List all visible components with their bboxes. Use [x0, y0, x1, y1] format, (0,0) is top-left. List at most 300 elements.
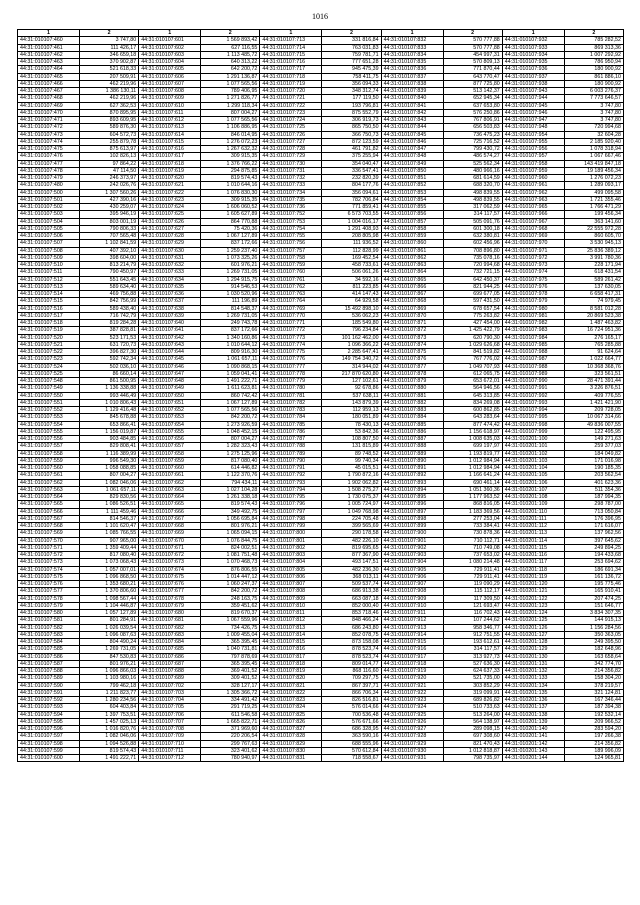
cadastral-value-cell: 498 839,55 — [443, 189, 502, 196]
cadastral-value-cell: 108 807,50 — [322, 436, 381, 443]
cadastral-number-cell: 44:31:010201:120 — [502, 581, 564, 588]
cadastral-number-cell: 44:31:010107:769 — [260, 305, 322, 312]
cadastral-value-cell: 323 401,62 — [201, 747, 260, 754]
cadastral-number-cell: 44:31:010107:617 — [139, 153, 201, 160]
cadastral-value-cell: 1 008 635,03 — [443, 436, 502, 443]
cadastral-number-cell: 44:31:010107:803 — [260, 552, 322, 559]
cadastral-number-cell: 44:31:010107:672 — [139, 552, 201, 559]
cadastral-number-cell: 44:31:010107:898 — [381, 515, 443, 522]
cadastral-value-cell: 809 916,30 — [201, 349, 260, 356]
cadastral-number-cell: 44:31:010107:794 — [260, 486, 322, 493]
cadastral-value-cell: 527 636,30 — [443, 660, 502, 667]
cadastral-value-cell: 1 386 130,11 — [80, 88, 139, 95]
cadastral-number-cell: 44:31:010107:909 — [381, 595, 443, 602]
cadastral-number-cell: 44:31:010107:924 — [381, 704, 443, 711]
cadastral-number-cell: 44:31:010107:827 — [260, 726, 322, 733]
cadastral-value-cell: 1 073 068,43 — [80, 559, 139, 566]
cadastral-number-cell: 44:31:010201:103 — [502, 457, 564, 464]
cadastral-value-cell: 771 870,44 — [443, 66, 502, 73]
cadastral-value-cell: 809 014,77 — [322, 660, 381, 667]
cadastral-value-cell: 1 106 886,95 — [201, 124, 260, 131]
cadastral-value-cell: 513 264,00 — [443, 711, 502, 718]
table-row — [18, 544, 624, 551]
cadastral-value-cell: 653 866,41 — [80, 421, 139, 428]
cadastral-value-cell: 710 749,08 — [443, 544, 502, 551]
cadastral-number-cell: 44:31:010107:966 — [502, 211, 564, 218]
cadastral-number-cell: 44:31:010107:683 — [139, 631, 201, 638]
cadastral-number-cell: 44:31:010107:703 — [139, 689, 201, 696]
cadastral-number-cell: 44:31:010107:785 — [260, 421, 322, 428]
cadastral-value-cell: 821 470,43 — [443, 740, 502, 747]
cadastral-number-cell: 44:31:010107:799 — [260, 523, 322, 530]
table-row — [18, 385, 624, 392]
table-row — [18, 494, 624, 501]
cadastral-number-cell: 44:31:010107:830 — [260, 747, 322, 754]
cadastral-value-cell: 1 014 447,12 — [201, 573, 260, 580]
cadastral-number-cell: 44:31:010107:511 — [18, 269, 80, 276]
cadastral-number-cell: 44:31:010107:462 — [18, 51, 80, 58]
cadastral-number-cell: 44:31:010107:732 — [260, 175, 322, 182]
cadastral-number-cell: 44:31:010107:847 — [381, 146, 443, 153]
cadastral-number-cell: 44:31:010107:590 — [18, 682, 80, 689]
cadastral-value-cell: 903 484,85 — [80, 436, 139, 443]
cadastral-number-cell: 44:31:010107:932 — [502, 37, 564, 44]
cadastral-number-cell: 44:31:010107:622 — [139, 189, 201, 196]
cadastral-value-cell: 151 646,77 — [564, 602, 623, 609]
cadastral-number-cell: 44:31:010107:889 — [381, 450, 443, 457]
cadastral-value-cell: 1 067 667,46 — [564, 153, 623, 160]
cadastral-number-cell: 44:31:010107:618 — [139, 160, 201, 167]
cadastral-value-cell: 510 733,63 — [443, 704, 502, 711]
cadastral-value-cell: 912 751,55 — [443, 631, 502, 638]
cadastral-value-cell: 1 376 766,22 — [201, 160, 260, 167]
cadastral-value-cell: 1 569 893,42 — [201, 37, 260, 44]
cadastral-number-cell: 44:31:010107:967 — [502, 218, 564, 225]
cadastral-value-cell: 1 370 806,60 — [80, 588, 139, 595]
column-header-cadastral-number: 1 — [260, 30, 322, 37]
cadastral-value-cell: 92 678,86 — [322, 385, 381, 392]
cadastral-value-cell: 604 403,84 — [80, 704, 139, 711]
cadastral-value-cell: 713 050,84 — [564, 508, 623, 515]
cadastral-value-cell: 878 523,74 — [322, 653, 381, 660]
cadastral-value-cell: 804 490,24 — [80, 639, 139, 646]
table-row — [18, 443, 624, 450]
cadastral-value-cell: 589 876,30 — [80, 124, 139, 131]
table-row — [18, 581, 624, 588]
cadastral-value-cell: 1 425 422,79 — [443, 327, 502, 334]
cadastral-number-cell: 44:31:010107:550 — [18, 392, 80, 399]
cadastral-value-cell: 1 606 060,52 — [201, 204, 260, 211]
cadastral-number-cell: 44:31:010107:641 — [139, 327, 201, 334]
cadastral-value-cell: 864 770,88 — [201, 218, 260, 225]
cadastral-number-cell: 44:31:010107:500 — [18, 189, 80, 196]
cadastral-value-cell: 336 547,41 — [322, 167, 381, 174]
cadastral-value-cell: 462 219,96 — [80, 95, 139, 102]
cadastral-value-cell: 801 976,21 — [201, 523, 260, 530]
cadastral-number-cell: 44:31:010107:807 — [260, 581, 322, 588]
cadastral-value-cell: 777 651,28 — [322, 59, 381, 66]
cadastral-value-cell: 482 226,10 — [322, 537, 381, 544]
cadastral-value-cell: 462 219,96 — [80, 80, 139, 87]
cadastral-number-cell: 44:31:010107:686 — [139, 653, 201, 660]
cadastral-number-cell: 44:31:010107:773 — [260, 334, 322, 341]
cadastral-number-cell: 44:31:010107:813 — [260, 624, 322, 631]
cadastral-number-cell: 44:31:010107:629 — [139, 240, 201, 247]
cadastral-number-cell: 44:31:010107:842 — [381, 109, 443, 116]
cadastral-number-cell: 44:31:010201:105 — [502, 472, 564, 479]
cadastral-number-cell: 44:31:010107:806 — [260, 573, 322, 580]
cadastral-number-cell: 44:31:010201:108 — [502, 494, 564, 501]
cadastral-number-cell: 44:31:010107:513 — [18, 283, 80, 290]
cadastral-number-cell: 44:31:010107:880 — [381, 385, 443, 392]
cadastral-value-cell: 632 380,81 — [443, 233, 502, 240]
cadastral-value-cell: 209 728,05 — [564, 407, 623, 414]
cadastral-value-cell: 1 116 389,99 — [80, 450, 139, 457]
cadastral-value-cell: 298 787,00 — [564, 501, 623, 508]
cadastral-value-cell: 193 612,61 — [443, 639, 502, 646]
cadastral-number-cell: 44:31:010107:904 — [381, 559, 443, 566]
cadastral-number-cell: 44:31:010107:662 — [139, 479, 201, 486]
cadastral-value-cell: 149 271,63 — [564, 436, 623, 443]
cadastral-number-cell: 44:31:010107:878 — [381, 370, 443, 377]
cadastral-value-cell: 321 124,81 — [564, 689, 623, 696]
cadastral-value-cell: 86 660,14 — [80, 370, 139, 377]
table-row — [18, 515, 624, 522]
cadastral-value-cell: 401 623,36 — [564, 479, 623, 486]
cadastral-value-cell: 645 313,85 — [443, 392, 502, 399]
cadastral-number-cell: 44:31:010107:891 — [381, 465, 443, 472]
cadastral-value-cell: 716 742,79 — [80, 312, 139, 319]
cadastral-value-cell: 796 234,84 — [322, 327, 381, 334]
cadastral-number-cell: 44:31:010201:112 — [502, 523, 564, 530]
cadastral-value-cell: 1 060 247,37 — [201, 581, 260, 588]
cadastral-number-cell: 44:31:010107:642 — [139, 334, 201, 341]
cadastral-value-cell: 1 421 421,90 — [564, 399, 623, 406]
column-header-value: 2 — [80, 30, 139, 37]
cadastral-value-cell: 564 946,56 — [443, 385, 502, 392]
cadastral-value-cell: 643 770,47 — [443, 73, 502, 80]
cadastral-value-cell: 74 979,45 — [564, 298, 623, 305]
cadastral-value-cell: 813 214,79 — [80, 262, 139, 269]
cadastral-number-cell: 44:31:010107:684 — [139, 639, 201, 646]
cadastral-value-cell: 725 716,52 — [443, 138, 502, 145]
table-row — [18, 327, 624, 334]
cadastral-value-cell: 78 430,13 — [322, 421, 381, 428]
cadastral-value-cell: 112 959,13 — [322, 407, 381, 414]
cadastral-number-cell: 44:31:010107:925 — [381, 711, 443, 718]
cadastral-number-cell: 44:31:010107:510 — [18, 262, 80, 269]
cadastral-number-cell: 44:31:010107:522 — [18, 349, 80, 356]
cadastral-value-cell: 194 433,68 — [564, 552, 623, 559]
cadastral-number-cell: 44:31:010107:469 — [18, 102, 80, 109]
cadastral-value-cell: 116 702,43 — [443, 610, 502, 617]
cadastral-value-cell: 853 718,46 — [322, 610, 381, 617]
cadastral-number-cell: 44:31:010107:605 — [139, 66, 201, 73]
cadastral-number-cell: 44:31:010107:976 — [502, 283, 564, 290]
cadastral-value-cell: 203 562,54 — [564, 472, 623, 479]
cadastral-number-cell: 44:31:010107:910 — [381, 602, 443, 609]
cadastral-value-cell: 186 691,34 — [564, 566, 623, 573]
cadastral-value-cell: 570 809,13 — [443, 59, 502, 66]
cadastral-number-cell: 44:31:010107:514 — [18, 291, 80, 298]
cadastral-number-cell: 44:31:010107:515 — [18, 298, 80, 305]
cadastral-value-cell: 3 226 876,51 — [564, 385, 623, 392]
cadastral-number-cell: 44:31:010107:874 — [381, 341, 443, 348]
cadastral-value-cell: 735 078,16 — [443, 254, 502, 261]
cadastral-number-cell: 44:31:010107:731 — [260, 167, 322, 174]
cadastral-value-cell: 398 604,00 — [80, 254, 139, 261]
cadastral-value-cell: 220 206,54 — [201, 733, 260, 740]
cadastral-value-cell: 180 900,92 — [564, 66, 623, 73]
cadastral-number-cell: 44:31:010107:863 — [381, 262, 443, 269]
cadastral-number-cell: 44:31:010107:895 — [381, 494, 443, 501]
column-header-value: 2 — [564, 30, 623, 37]
cadastral-value-cell: 819 574,43 — [201, 175, 260, 182]
cadastral-value-cell: 868 116,60 — [322, 668, 381, 675]
cadastral-value-cell: 502 036,10 — [80, 363, 139, 370]
cadastral-value-cell: 686 913,38 — [322, 588, 381, 595]
cadastral-number-cell: 44:31:010201:132 — [502, 668, 564, 675]
cadastral-number-cell: 44:31:010107:825 — [260, 711, 322, 718]
cadastral-number-cell: 44:31:010107:811 — [260, 610, 322, 617]
cadastral-number-cell: 44:31:010107:819 — [260, 668, 322, 675]
cadastral-value-cell: 914 546,53 — [201, 283, 260, 290]
cadastral-value-cell: 564 138,97 — [443, 718, 502, 725]
table-row — [18, 153, 624, 160]
cadastral-value-cell: 309 401,52 — [201, 675, 260, 682]
cadastral-number-cell: 44:31:010107:718 — [260, 73, 322, 80]
cadastral-value-cell: 1 183 369,56 — [443, 508, 502, 515]
cadastral-number-cell: 44:31:010201:135 — [502, 689, 564, 696]
column-header-cadastral-number: 1 — [18, 30, 80, 37]
cadastral-number-cell: 44:31:010107:521 — [18, 341, 80, 348]
cadastral-number-cell: 44:31:010107:774 — [260, 341, 322, 348]
cadastral-value-cell: 1 101 620,47 — [80, 523, 139, 530]
cadastral-number-cell: 44:31:010107:589 — [18, 675, 80, 682]
cadastral-value-cell: 860 605,70 — [564, 233, 623, 240]
cadastral-number-cell: 44:31:010107:651 — [139, 399, 201, 406]
cadastral-number-cell: 44:31:010107:945 — [502, 102, 564, 109]
cadastral-number-cell: 44:31:010107:503 — [18, 211, 80, 218]
cadastral-value-cell: 1 156 284,56 — [564, 624, 623, 631]
cadastral-value-cell: 89 748,52 — [322, 450, 381, 457]
cadastral-value-cell: 1 076 844,75 — [201, 537, 260, 544]
cadastral-number-cell: 44:31:010107:783 — [260, 407, 322, 414]
cadastral-number-cell: 44:31:010107:758 — [260, 254, 322, 261]
cadastral-value-cell: 1 111 459,46 — [80, 508, 139, 515]
cadastral-value-cell: 19 189 456,34 — [564, 167, 623, 174]
cadastral-number-cell: 44:31:010107:757 — [260, 247, 322, 254]
cadastral-value-cell: 253 694,62 — [564, 559, 623, 566]
table-row — [18, 668, 624, 675]
cadastral-number-cell: 44:31:010107:722 — [260, 102, 322, 109]
cadastral-value-cell: 789 406,95 — [201, 88, 260, 95]
cadastral-value-cell: 309 915,35 — [201, 196, 260, 203]
table-row — [18, 51, 624, 58]
cadastral-value-cell: 1 012 984,94 — [443, 457, 502, 464]
cadastral-number-cell: 44:31:010107:876 — [381, 356, 443, 363]
cadastral-value-cell: 729 911,41 — [443, 573, 502, 580]
cadastral-value-cell: 20 869 523,38 — [564, 312, 623, 319]
cadastral-value-cell: 597 431,50 — [443, 298, 502, 305]
cadastral-value-table — [17, 29, 624, 762]
cadastral-number-cell: 44:31:010107:599 — [18, 747, 80, 754]
cadastral-value-cell: 690 461,14 — [443, 479, 502, 486]
cadastral-number-cell: 44:31:010201:114 — [502, 537, 564, 544]
cadastral-number-cell: 44:31:010107:564 — [18, 494, 80, 501]
cadastral-number-cell: 44:31:010107:936 — [502, 66, 564, 73]
cadastral-number-cell: 44:31:010107:994 — [502, 407, 564, 414]
cadastral-number-cell: 44:31:010107:551 — [18, 399, 80, 406]
cadastral-value-cell: 804 177,76 — [322, 182, 381, 189]
cadastral-value-cell: 824 002,51 — [201, 544, 260, 551]
cadastral-number-cell: 44:31:010107:920 — [381, 675, 443, 682]
cadastral-number-cell: 44:31:010107:610 — [139, 102, 201, 109]
cadastral-number-cell: 44:31:010201:127 — [502, 631, 564, 638]
cadastral-number-cell: 44:31:010107:888 — [381, 443, 443, 450]
cadastral-number-cell: 44:31:010201:130 — [502, 653, 564, 660]
cadastral-value-cell: 242 026,76 — [80, 182, 139, 189]
table-row — [18, 44, 624, 51]
cadastral-value-cell: 841 519,82 — [443, 349, 502, 356]
cadastral-number-cell: 44:31:010201:113 — [502, 530, 564, 537]
cadastral-number-cell: 44:31:010107:870 — [381, 312, 443, 319]
cadastral-value-cell: 653 672,01 — [443, 378, 502, 385]
cadastral-value-cell: 1 065 094,15 — [201, 530, 260, 537]
cadastral-number-cell: 44:31:010107:760 — [260, 269, 322, 276]
cadastral-value-cell: 10 368 368,76 — [564, 363, 623, 370]
cadastral-value-cell: 45 015,51 — [322, 465, 381, 472]
cadastral-number-cell: 44:31:010107:679 — [139, 602, 201, 609]
cadastral-value-cell: 1 267 632,32 — [201, 146, 260, 153]
cadastral-value-cell: 232 820,39 — [322, 175, 381, 182]
cadastral-value-cell: 576 014,66 — [322, 704, 381, 711]
cadastral-number-cell: 44:31:010107:962 — [502, 189, 564, 196]
cadastral-number-cell: 44:31:010107:580 — [18, 610, 80, 617]
table-row — [18, 298, 624, 305]
cadastral-value-cell: 624 637,33 — [443, 668, 502, 675]
cadastral-number-cell: 44:31:010107:557 — [18, 443, 80, 450]
cadastral-value-cell: 829 830,56 — [80, 494, 139, 501]
cadastral-value-cell: 370 902,87 — [80, 59, 139, 66]
cadastral-value-cell: 697 308,60 — [443, 733, 502, 740]
cadastral-value-cell: 3 747,80 — [564, 109, 623, 116]
cadastral-number-cell: 44:31:010107:947 — [502, 117, 564, 124]
cadastral-value-cell: 1 113 485,72 — [201, 51, 260, 58]
cadastral-value-cell: 1 082 046,06 — [80, 479, 139, 486]
cadastral-value-cell: 1 166 641,24 — [443, 472, 502, 479]
cadastral-number-cell: 44:31:010107:897 — [381, 508, 443, 515]
cadastral-number-cell: 44:31:010107:879 — [381, 378, 443, 385]
cadastral-number-cell: 44:31:010107:520 — [18, 334, 80, 341]
table-row — [18, 726, 624, 733]
cadastral-value-cell: 182 648,96 — [564, 646, 623, 653]
table-row — [18, 436, 624, 443]
cadastral-number-cell: 44:31:010201:128 — [502, 639, 564, 646]
cadastral-number-cell: 44:31:010201:134 — [502, 682, 564, 689]
cadastral-value-cell: 1 096 087,63 — [80, 631, 139, 638]
table-row — [18, 733, 624, 740]
cadastral-value-cell: 869 313,36 — [564, 44, 623, 51]
cadastral-number-cell: 44:31:010107:989 — [502, 370, 564, 377]
cadastral-value-cell: 1 049 707,93 — [443, 363, 502, 370]
cadastral-value-cell: 359 451,62 — [201, 602, 260, 609]
cadastral-value-cell: 689 826,82 — [443, 697, 502, 704]
cadastral-value-cell: 602 456,96 — [443, 240, 502, 247]
cadastral-value-cell: 790 450,97 — [80, 269, 139, 276]
cadastral-value-cell: 1 086 526,51 — [80, 501, 139, 508]
cadastral-value-cell: 1 094 526,88 — [80, 740, 139, 747]
table-row — [18, 465, 624, 472]
cadastral-number-cell: 44:31:010201:123 — [502, 602, 564, 609]
cadastral-value-cell: 1 299 118,34 — [201, 102, 260, 109]
cadastral-value-cell: 861 886,10 — [564, 73, 623, 80]
cadastral-value-cell: 663 087,18 — [322, 595, 381, 602]
cadastral-value-cell: 852 078,75 — [322, 631, 381, 638]
cadastral-value-cell: 708 896,80 — [443, 247, 502, 254]
table-row — [18, 363, 624, 370]
column-header-cadastral-number: 1 — [502, 30, 564, 37]
cadastral-number-cell: 44:31:010107:643 — [139, 341, 201, 348]
cadastral-number-cell: 44:31:010107:475 — [18, 146, 80, 153]
table-row — [18, 262, 624, 269]
cadastral-number-cell: 44:31:010107:569 — [18, 530, 80, 537]
cadastral-value-cell: 99 740,34 — [322, 457, 381, 464]
cadastral-value-cell: 1 457 025,13 — [80, 718, 139, 725]
cadastral-number-cell: 44:31:010107:638 — [139, 305, 201, 312]
table-row — [18, 617, 624, 624]
table-row — [18, 740, 624, 747]
cadastral-value-cell: 49 836 007,55 — [564, 421, 623, 428]
cadastral-number-cell: 44:31:010107:795 — [260, 494, 322, 501]
cadastral-value-cell: 1 721 355,46 — [564, 196, 623, 203]
cadastral-number-cell: 44:31:010201:142 — [502, 740, 564, 747]
cadastral-number-cell: 44:31:010107:705 — [139, 704, 201, 711]
cadastral-number-cell: 44:31:010107:687 — [139, 660, 201, 667]
cadastral-number-cell: 44:31:010107:680 — [139, 610, 201, 617]
cadastral-value-cell: 365 395,45 — [201, 660, 260, 667]
cadastral-number-cell: 44:31:010201:110 — [502, 508, 564, 515]
table-row — [18, 747, 624, 754]
cadastral-value-cell: 1 276 072,23 — [201, 138, 260, 145]
cadastral-value-cell: 1 129 416,48 — [80, 407, 139, 414]
cadastral-value-cell: 614 446,82 — [201, 465, 260, 472]
cadastral-value-cell: 807 004,27 — [201, 436, 260, 443]
cadastral-value-cell: 1 056 695,84 — [201, 515, 260, 522]
cadastral-value-cell: 314 944,02 — [322, 363, 381, 370]
cadastral-value-cell: 3 991 780,36 — [564, 254, 623, 261]
cadastral-number-cell: 44:31:010107:841 — [381, 102, 443, 109]
cadastral-number-cell: 44:31:010107:894 — [381, 486, 443, 493]
cadastral-value-cell: 1 057 007,01 — [80, 566, 139, 573]
cadastral-number-cell: 44:31:010107:470 — [18, 109, 80, 116]
cadastral-number-cell: 44:31:010107:674 — [139, 566, 201, 573]
cadastral-value-cell: 363 141,60 — [564, 218, 623, 225]
cadastral-number-cell: 44:31:010107:979 — [502, 298, 564, 305]
cadastral-value-cell: 801 284,91 — [80, 617, 139, 624]
table-row — [18, 508, 624, 515]
cadastral-number-cell: 44:31:010107:762 — [260, 283, 322, 290]
table-row — [18, 269, 624, 276]
cadastral-number-cell: 44:31:010107:649 — [139, 385, 201, 392]
cadastral-number-cell: 44:31:010107:614 — [139, 131, 201, 138]
cadastral-number-cell: 44:31:010107:873 — [381, 334, 443, 341]
cadastral-value-cell: 328 127,17 — [201, 682, 260, 689]
cadastral-number-cell: 44:31:010107:998 — [502, 421, 564, 428]
cadastral-value-cell: 121 693,47 — [443, 602, 502, 609]
cadastral-number-cell: 44:31:010107:675 — [139, 573, 201, 580]
cadastral-number-cell: 44:31:010107:959 — [502, 167, 564, 174]
